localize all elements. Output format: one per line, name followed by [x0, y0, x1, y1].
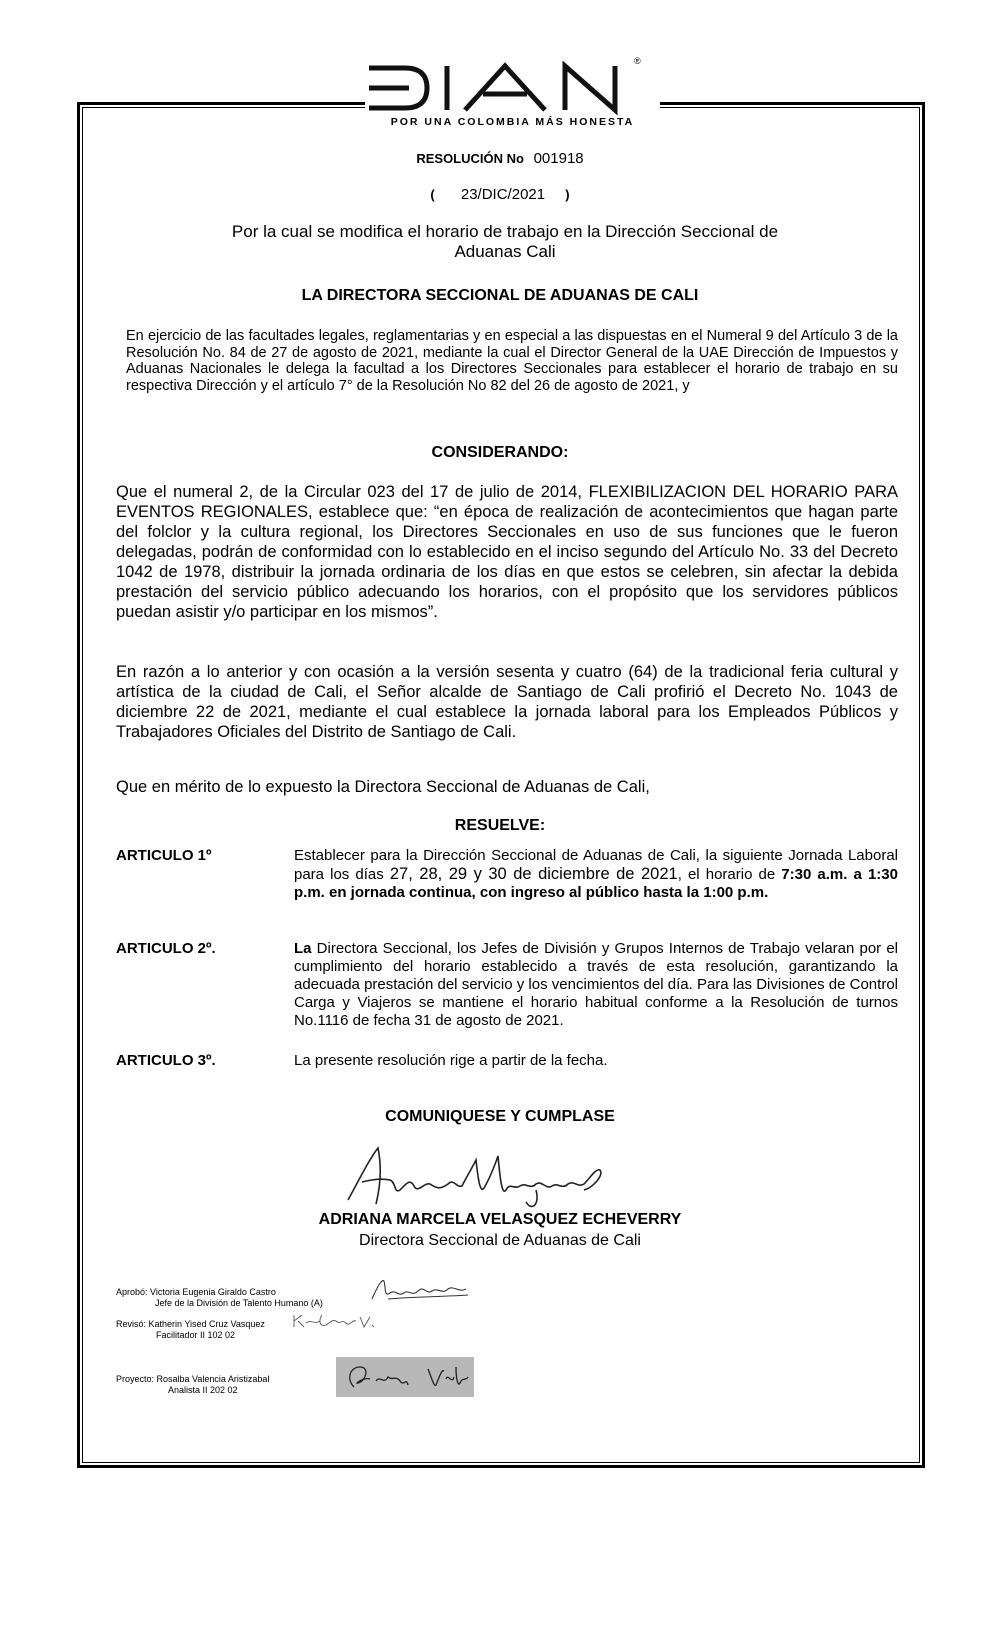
closing-heading: COMUNIQUESE Y CUMPLASE: [385, 1108, 615, 1125]
article-2-label: ARTICULO 2º.: [116, 940, 216, 957]
project-name: Proyecto: Rosalba Valencia Aristizabal: [116, 1374, 270, 1384]
resolution-subject: Por la cual se modifica el horario de trabajo en la Dirección Seccional de Aduanas Cali: [231, 222, 779, 261]
signer-role: Directora Seccional de Aduanas de Cali: [359, 1232, 641, 1249]
resolution-number-value: 001918: [533, 150, 584, 167]
resolution-date-value: 23/DIC/2021: [460, 186, 546, 203]
director-heading: LA DIRECTORA SECCIONAL DE ADUANAS DE CALI: [301, 287, 699, 304]
review-signature: [292, 1311, 382, 1333]
article-2-text: [294, 940, 898, 1030]
approval-signature: [368, 1275, 474, 1305]
resuelve-heading: RESUELVE:: [454, 817, 546, 834]
approval-role: Jefe de la División de Talento Humano (A): [155, 1298, 323, 1308]
review-role: Facilitador II 102 02: [156, 1330, 236, 1340]
project-signature: [336, 1357, 474, 1397]
review-block: [116, 1319, 265, 1341]
article-2-lead: La: [294, 940, 312, 957]
article-1-schedule: 7:30 a.m. a 1:30 p.m. en jornada continua, con ingreso al público hasta la 1:00 p.m.: [294, 866, 898, 901]
preamble-paragraph: En ejercicio de las facultades legales, reglamentarias y en especial a las dispuestas en el Numeral 9 del Artículo 3 de la Resolución No. 84 de 27 de agosto de 2021, mediante la cual el Director General de la UAE Dirección de Impuestos y Aduanas Nacionales le delega la facultad a los Directores Seccionales para establecer el horario de trabajo en su respectiva Dirección y el artículo 7° de la Resolución No 82 del 26 de agosto de 2021, y: [126, 328, 898, 394]
article-3-text: La presente resolución rige a partir de la fecha.: [294, 1052, 608, 1069]
review-name: Revisó: Katherin Yised Cruz Vasquez: [116, 1319, 265, 1329]
resolution-label: RESOLUCIÓN No: [416, 151, 524, 166]
article-1-text-c: , el horario de: [677, 866, 776, 883]
project-block: [116, 1374, 269, 1396]
signer-name: ADRIANA MARCELA VELASQUEZ ECHEVERRY: [318, 1211, 682, 1228]
considerando-paragraph-1: Que el numeral 2, de la Circular 023 del 17 de julio de 2014, FLEXIBILIZACION DEL HORARIO PARA EVENTOS REGIONALES, establece que: “en época de realización de acontecimientos que hagan parte del folclor y la cultura regional, los Directores Seccionales en uso de sus funciones que le fueron delegadas, podrán de conformidad con lo establecido en el inciso segundo del Artículo No. 33 del Decreto 1042 de 1978, distribuir la jornada ordinaria de los días en que estos se celebren, sin afectar la debida prestación del servicio público adecuando los horarios, con el propósito que los servidores públicos puedan asistir y/o participar en los mismos”.: [116, 483, 898, 621]
dian-wordmark: [365, 58, 660, 116]
open-paren: (: [430, 187, 435, 202]
article-1-dates: 27, 28, 29 y 30 de diciembre de 2021: [389, 865, 678, 883]
close-paren: ): [565, 187, 570, 202]
approval-name: Aprobó: Victoria Eugenia Giraldo Castro: [116, 1287, 276, 1297]
registered-mark: ®: [634, 56, 641, 66]
director-signature: [340, 1138, 620, 1220]
considerando-heading: CONSIDERANDO:: [431, 444, 569, 461]
dian-logo: [365, 56, 660, 134]
resolution-date: [0, 186, 1000, 203]
logo-tagline: POR UNA COLOMBIA MÁS HONESTA: [390, 116, 635, 128]
resolution-number: [0, 150, 1000, 167]
considerando-paragraph-3: Que en mérito de lo expuesto la Directora Seccional de Aduanas de Cali,: [116, 778, 650, 796]
considerando-paragraph-2: En razón a lo anterior y con ocasión a la versión sesenta y cuatro (64) de la tradicional feria cultural y artística de la ciudad de Cali, el Señor alcalde de Santiago de Cali profirió el Decreto No. 1043 de diciembre 22 de 2021, mediante el cual establece la jornada laboral para los Empleados Públicos y Trabajadores Oficiales del Distrito de Santiago de Cali.: [116, 663, 898, 741]
article-1-text-a: Establecer para la Dirección Seccional de Aduanas de Cali, la siguiente Jornada Laboral para los días: [294, 847, 898, 883]
article-1-label: ARTICULO 1º: [116, 847, 212, 864]
article-3-label: ARTICULO 3º.: [116, 1052, 216, 1069]
approval-block: [116, 1287, 323, 1309]
article-1-text: [294, 847, 898, 902]
article-2-body: Directora Seccional, los Jefes de División y Grupos Internos de Trabajo velaran por el cumplimiento del horario establecido a través de esta resolución, garantizando la adecuada prestación del servicio y los vencimientos del día. Para las Divisiones de Control Carga y Viajeros se mantiene el horario habitual conforme a la Resolución de turnos No.1116 de fecha 31 de agosto de 2021.: [294, 940, 898, 1029]
project-role: Analista II 202 02: [168, 1385, 238, 1395]
